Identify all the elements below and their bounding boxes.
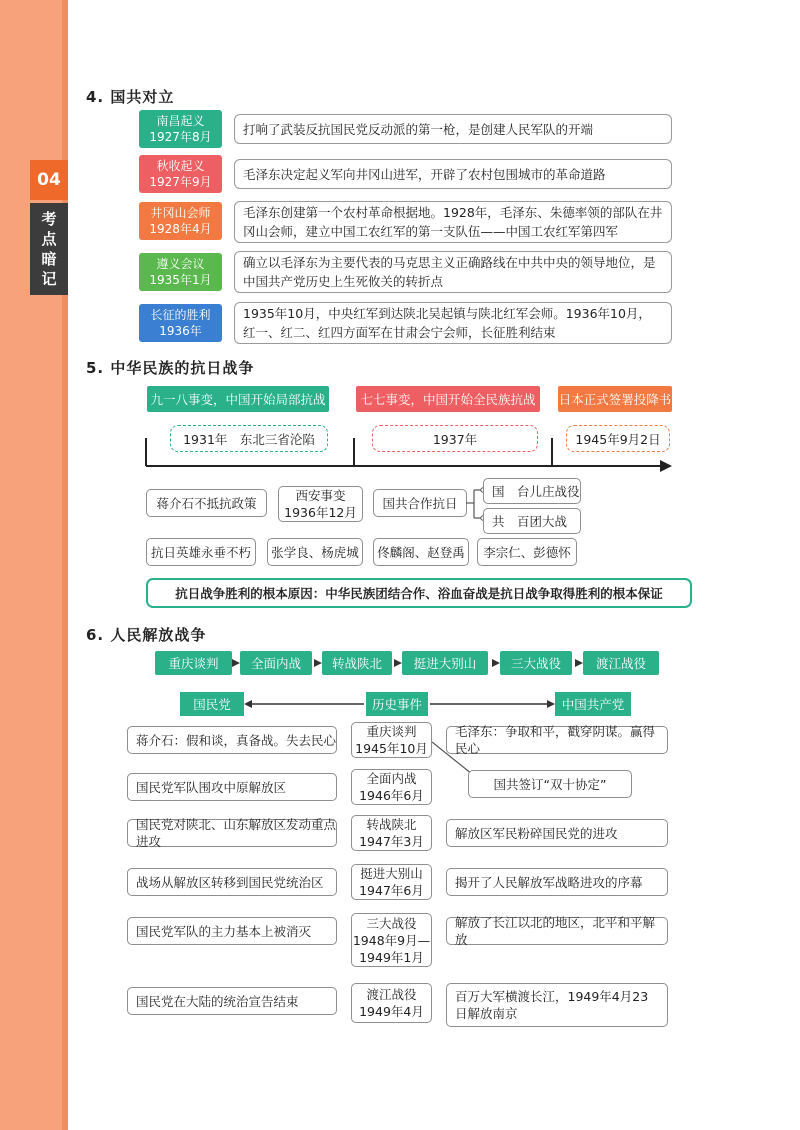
s6-ccp-action: 解放了长江以北的地区，北平和平解放 [446,917,668,945]
event-name: 挺进大别山 [360,866,423,881]
event-date: 1945年10月 [355,741,428,756]
s6-flow-step: 重庆谈判 [155,651,232,675]
s5-branch-kmt: 国 台儿庄战役 [483,478,581,504]
s6-ccp-action: 解放区军民粉碎国民党的进攻 [446,819,668,847]
s6-flow-step: 转战陕北 [322,651,392,675]
s6-kmt-action: 国民党军队的主力基本上被消灭 [127,917,337,945]
event-date: 1936年 [159,324,202,338]
s4-event-desc: 毛泽东决定起义军向井冈山进军，开辟了农村包围城市的革命道路 [234,159,672,189]
event-date: 1946年6月 [359,788,424,803]
chapter-char: 点 [41,230,57,248]
event-name: 长征的胜利 [150,308,211,322]
s5-branch-ccp: 共 百团大战 [483,508,581,534]
s6-agreement: 国共签订“双十协定” [468,770,632,798]
event-name: 西安事变 [295,488,346,503]
event-name: 遵义会议 [156,257,205,271]
s6-event [351,864,432,900]
chapter-char: 记 [41,270,57,288]
section-5-title: 5. 中华民族的抗日战争 [86,359,255,377]
event-date: 1947年6月 [359,883,424,898]
event-date: 1927年9月 [149,175,212,189]
event-date: 1936年12月 [284,505,357,520]
s4-event-tag [139,155,222,193]
s5-hero-pair: 张学良、杨虎城 [267,538,363,566]
event-name: 秋收起义 [156,159,205,173]
chapter-char: 考 [41,210,57,228]
chapter-label [30,203,68,295]
s5-heroes: 抗日英雄永垂不朽 [146,538,256,566]
s5-date-1937: 1937年 [372,425,538,452]
s6-flow-step: 渡江战役 [583,651,659,675]
s6-kmt-action: 战场从解放区转移到国民党统治区 [127,868,337,896]
event-date: 1948年9月— [352,932,431,948]
s5-date-1931: 1931年 东北三省沦陷 [170,425,328,452]
s6-ccp-action: 揭开了人民解放军战略进攻的序幕 [446,868,668,896]
section-4-title: 4. 国共对立 [86,88,175,106]
s5-summary: 抗日战争胜利的根本原因：中华民族团结合作、浴血奋战是抗日战争取得胜利的根本保证 [146,578,692,608]
event-name: 转战陕北 [366,817,417,832]
s6-kmt-action: 蒋介石：假和谈，真备战。失去民心 [127,726,337,754]
s4-event-tag [139,304,222,342]
s4-event-desc: 确立以毛泽东为主要代表的马克思主义正确路线在中共中央的领导地位，是中国共产党历史上生死攸关的转折点 [234,251,672,293]
s4-event-tag [139,253,222,291]
s6-header-ccp: 中国共产党 [555,692,631,716]
s5-hero-pair: 李宗仁、彭德怀 [477,538,577,566]
event-date: 1928年4月 [149,222,212,236]
s4-event-desc: 毛泽东创建第一个农村革命根据地。1928年，毛泽东、朱德率领的部队在井冈山会师，建立中国工农红军的第一支队伍——中国工农红军第四军 [234,201,672,243]
chapter-number: 04 [30,160,68,200]
s4-event-tag [139,110,222,148]
event-name: 南昌起义 [156,114,205,128]
event-date: 1947年3月 [359,834,424,849]
s6-flow-step: 三大战役 [500,651,572,675]
s6-event [351,815,432,851]
s4-event-tag [139,202,222,240]
event-name: 渡江战役 [366,987,417,1002]
s6-ccp-action: 毛泽东：争取和平，戳穿阴谋。赢得民心 [446,726,668,754]
s6-event [351,722,432,758]
s6-flow-arrows [230,655,590,671]
s6-flow-step: 挺进大别山 [402,651,488,675]
s6-event [351,983,432,1023]
s5-nonresistance: 蒋介石不抵抗政策 [146,489,267,517]
s6-flow-step: 全面内战 [240,651,312,675]
s4-event-desc: 打响了武装反抗国民党反动派的第一枪，是创建人民军队的开端 [234,114,672,144]
event-name: 重庆谈判 [366,724,417,739]
s6-header-events: 历史事件 [366,692,428,716]
event-date: 1949年4月 [359,1004,424,1019]
s5-top-event: 七七事变，中国开始全民族抗战 [356,386,540,412]
s6-event [351,913,432,967]
s5-date-1945: 1945年9月2日 [566,425,670,452]
s6-event [351,769,432,805]
s4-event-desc: 1935年10月，中央红军到达陕北吴起镇与陕北红军会师。1936年10月，红一、红二、红四方面军在甘肃会宁会师，长征胜利结束 [234,302,672,344]
s5-hero-pair: 佟麟阁、赵登禹 [373,538,469,566]
event-name: 全面内战 [366,771,417,786]
s6-kmt-action: 国民党在大陆的统治宣告结束 [127,987,337,1015]
section-6-title: 6. 人民解放战争 [86,626,207,644]
s6-kmt-action: 国民党对陕北、山东解放区发动重点进攻 [127,819,337,847]
s6-header-kmt: 国民党 [180,692,244,716]
event-date: 1927年8月 [149,130,212,144]
s6-header-arrows [244,696,556,712]
event-name: 井冈山会师 [150,206,211,220]
s5-top-event: 九一八事变，中国开始局部抗战 [147,386,329,412]
s6-kmt-action: 国民党军队围攻中原解放区 [127,773,337,801]
s6-ccp-action: 百万大军横渡长江，1949年4月23日解放南京 [446,983,668,1027]
s5-top-event: 日本正式签署投降书 [558,386,672,412]
chapter-char: 暗 [41,250,57,268]
event-name: 三大战役 [366,915,417,931]
event-date-end: 1949年1月 [359,949,424,965]
s5-timeline [140,430,680,480]
s5-cooperation: 国共合作抗日 [373,489,467,517]
event-date: 1935年1月 [149,273,212,287]
s5-xian-incident [278,486,363,522]
